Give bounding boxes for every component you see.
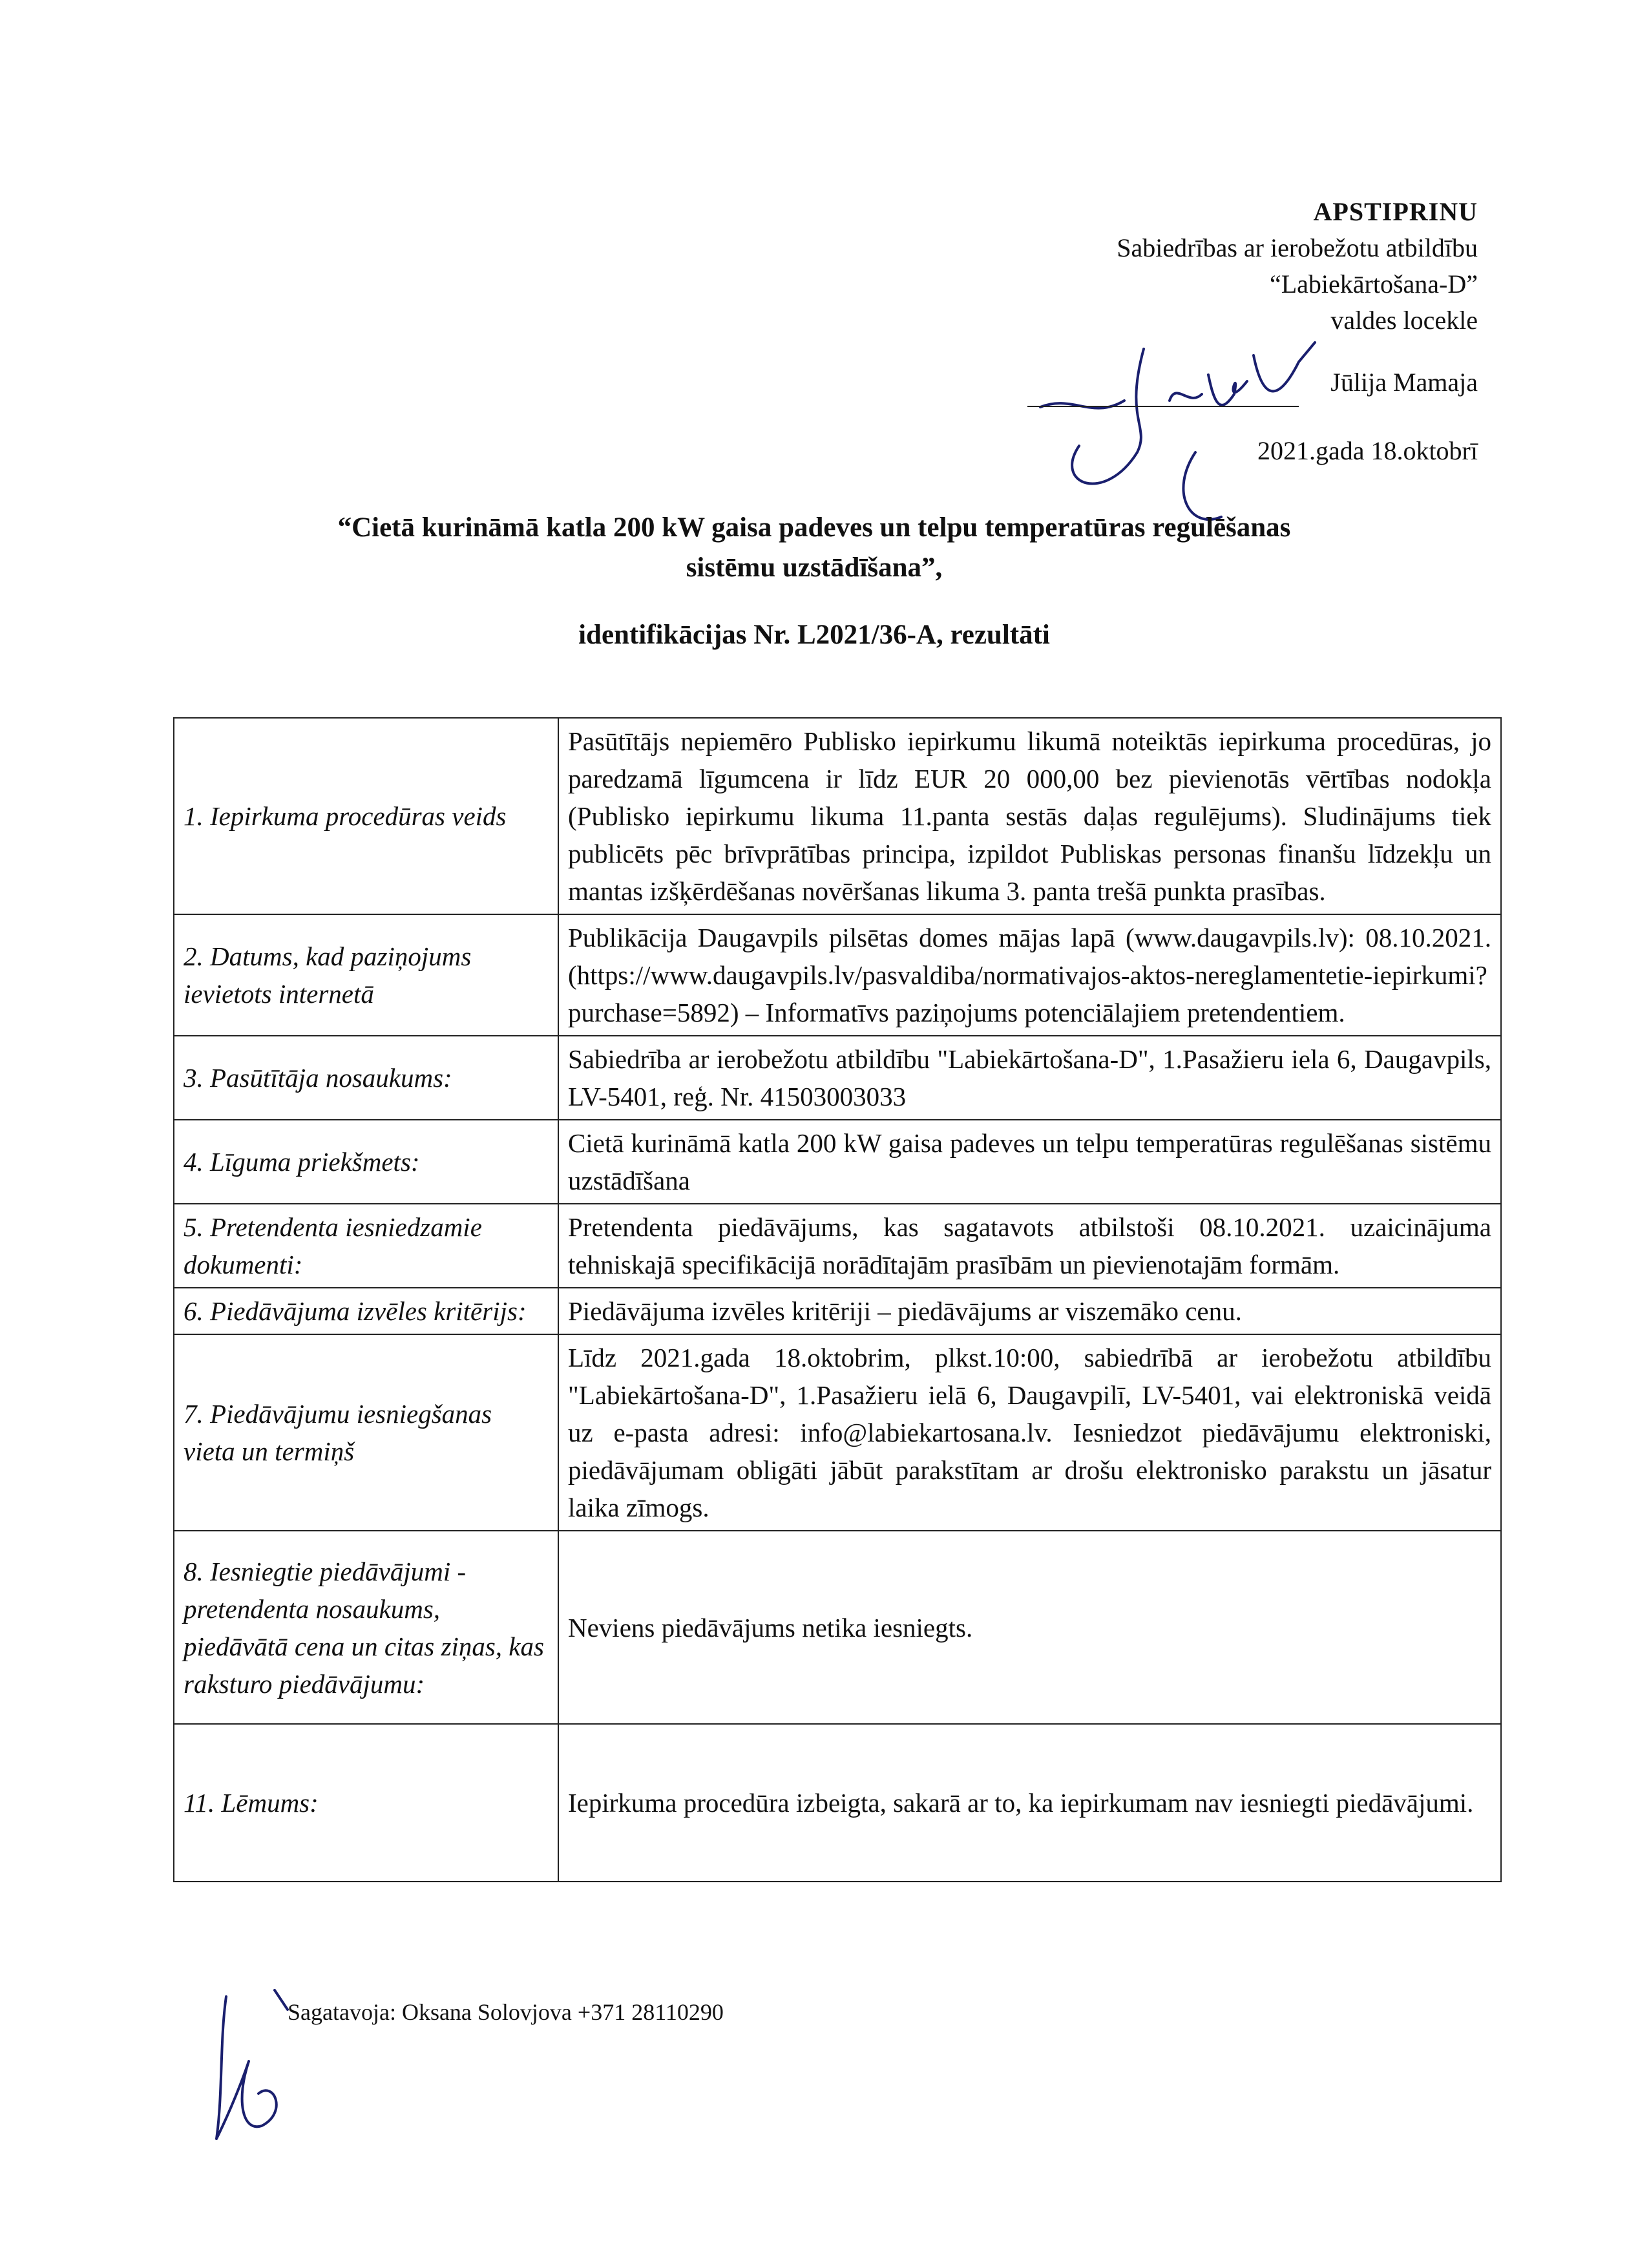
row-value: Piedāvājuma izvēles kritēriji – piedāvājums ar viszemāko cenu. [558,1288,1501,1334]
document-title-line-1: “Cietā kurināmā katla 200 kW gaisa padeves un telpu temperatūras regulēšanas [337,512,1291,543]
initials-image [197,1984,300,2152]
row-label: 1. Iepirkuma procedūras veids [174,718,558,914]
table-row [174,914,1501,1036]
row-label: 6. Piedāvājuma izvēles kritērijs: [174,1288,558,1334]
approval-block [832,194,1478,339]
row-value: Neviens piedāvājums netika iesniegts. [558,1531,1501,1724]
signature-line [1027,406,1299,407]
table-row [174,1288,1501,1334]
row-value: Cietā kurināmā katla 200 kW gaisa padeves un telpu temperatūras regulēšanas sistēmu uzstādīšana [558,1120,1501,1204]
row-value: Pretendenta piedāvājums, kas sagatavots atbilstoši 08.10.2021. uzaicinājuma tehniskajā specifikācijā norādītajām prasībām un pievienotajām formām. [558,1204,1501,1288]
row-value: Iepirkuma procedūra izbeigta, sakarā ar to, ka iepirkumam nav iesniegti piedāvājumi. [558,1724,1501,1882]
results-table [173,717,1502,1882]
row-value: Sabiedrība ar ierobežotu atbildību "Labiekārtošana-D", 1.Pasažieru iela 6, Daugavpils, LV-5401, reģ. Nr. 41503003033 [558,1036,1501,1120]
row-label: 8. Iesniegtie piedāvājumi - pretendenta nosaukums, piedāvātā cena un citas ziņas, kas raksturo piedāvājumu: [174,1531,558,1724]
table-row [174,1531,1501,1724]
approve-label: APSTIPRINU [1313,197,1478,226]
row-value: Publikācija Daugavpils pilsētas domes mājas lapā (www.daugavpils.lv): 08.10.2021. (https://www.daugavpils.lv/pasvaldiba/normativajos-aktos-nereglamentetie-iepirkumi?purchase=5892) – Informatīvs paziņojums potenciālajiem pretendentiem. [558,914,1501,1036]
table-row [174,718,1501,914]
position-title: valdes locekle [1330,306,1478,335]
signatory-name: Jūlija Mamaja [1330,368,1478,397]
table-row [174,1036,1501,1120]
org-line-1: Sabiedrības ar ierobežotu atbildību [1117,233,1478,262]
row-value: Līdz 2021.gada 18.oktobrim, plkst.10:00, sabiedrībā ar ierobežotu atbildību "Labiekārtošana-D", 1.Pasažieru ielā 6, Daugavpilī, LV-5401, vai elektroniskā veidā uz e-pasta adresi: info@labiekartosana.lv. Iesniedzot piedāvājumu elektroniski, piedāvājumam obligāti jābūt parakstītam ar drošu elektronisko parakstu un jāsatur laika zīmogs. [558,1334,1501,1531]
prepared-by: Sagatavoja: Oksana Solovjova +371 28110290 [288,1999,724,2025]
document-title-line-2: sistēmu uzstādīšana”, [686,552,943,583]
org-line-2: “Labiekārtošana-D” [1269,269,1478,299]
row-label: 3. Pasūtītāja nosaukums: [174,1036,558,1120]
signature-image [1027,323,1325,523]
table-row [174,1724,1501,1882]
table-row [174,1334,1501,1531]
document-title-line-3: identifikācijas Nr. L2021/36-A, rezultāti [578,620,1050,650]
row-value: Pasūtītājs nepiemēro Publisko iepirkumu likumā noteiktās iepirkuma procedūras, jo paredzamā līgumcena ir līdz EUR 20 000,00 bez pievienotās vērtības nodokļa (Publisko iepirkumu likuma 11.panta sestās daļas regulējums). Sludinājums tiek publicēts pēc brīvprātības principa, izpildot Publiskas personas finanšu līdzekļu un mantas izšķērdēšanas novēršanas likuma 3. panta trešā punkta prasības. [558,718,1501,914]
row-label: 5. Pretendenta iesniedzamie dokumenti: [174,1204,558,1288]
approval-date: 2021.gada 18.oktobrī [1257,436,1478,465]
row-label: 4. Līguma priekšmets: [174,1120,558,1204]
table-row [174,1120,1501,1204]
row-label: 2. Datums, kad paziņojums ievietots internetā [174,914,558,1036]
row-label: 11. Lēmums: [174,1724,558,1882]
row-label: 7. Piedāvājumu iesniegšanas vieta un termiņš [174,1334,558,1531]
table-row [174,1204,1501,1288]
